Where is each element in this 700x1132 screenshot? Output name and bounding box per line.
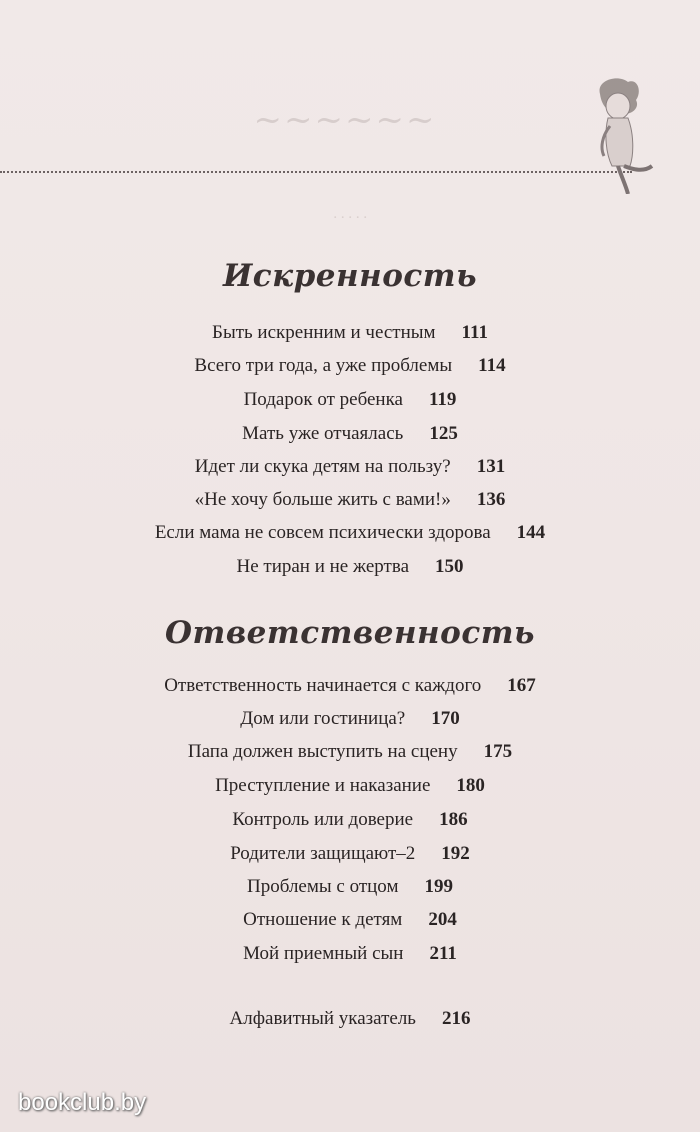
section-title-sincerity: Искренность	[222, 258, 478, 294]
toc-entry: Контроль или доверие 186	[232, 809, 468, 830]
toc-entry: Ответственность начинается с каждого 167	[164, 675, 536, 696]
section-title-responsibility: Ответственность	[165, 615, 535, 651]
toc-entry: Дом или гостиница? 170	[240, 708, 460, 729]
toc-entry: Не тиран и не жертва 150	[236, 556, 464, 577]
toc-entry: Идет ли скука детям на пользу? 131	[194, 456, 506, 477]
toc-entry: Преступление и наказание 180	[215, 775, 485, 796]
sitting-child-illustration-icon	[578, 74, 658, 194]
header-dotted-rule	[0, 171, 632, 173]
watermark: bookclub.by	[18, 1089, 147, 1116]
toc-entry: Родители защищают–2 192	[230, 843, 470, 864]
header-bleed-through: ~~~~~~	[253, 100, 437, 140]
bleed-through-text: · · · · ·	[333, 210, 367, 226]
toc-entry: Подарок от ребенка 119	[243, 389, 457, 410]
toc-entry: Всего три года, а уже проблемы 114	[194, 355, 506, 376]
toc-entry: Папа должен выступить на сцену 175	[187, 741, 513, 762]
toc-entry: Мой приемный сын 211	[243, 943, 457, 964]
toc-entry: Быть искренним и честным 111	[212, 322, 488, 343]
toc-entry: Отношение к детям 204	[243, 909, 457, 930]
toc-entry: Проблемы с отцом 199	[247, 876, 453, 897]
toc-entry: «Не хочу больше жить с вами!» 136	[194, 489, 506, 510]
toc-entry: Мать уже отчаялась 125	[242, 423, 458, 444]
toc-entry-index: Алфавитный указатель 216	[229, 1008, 471, 1029]
toc-entry: Если мама не совсем психически здорова 144	[154, 522, 546, 543]
